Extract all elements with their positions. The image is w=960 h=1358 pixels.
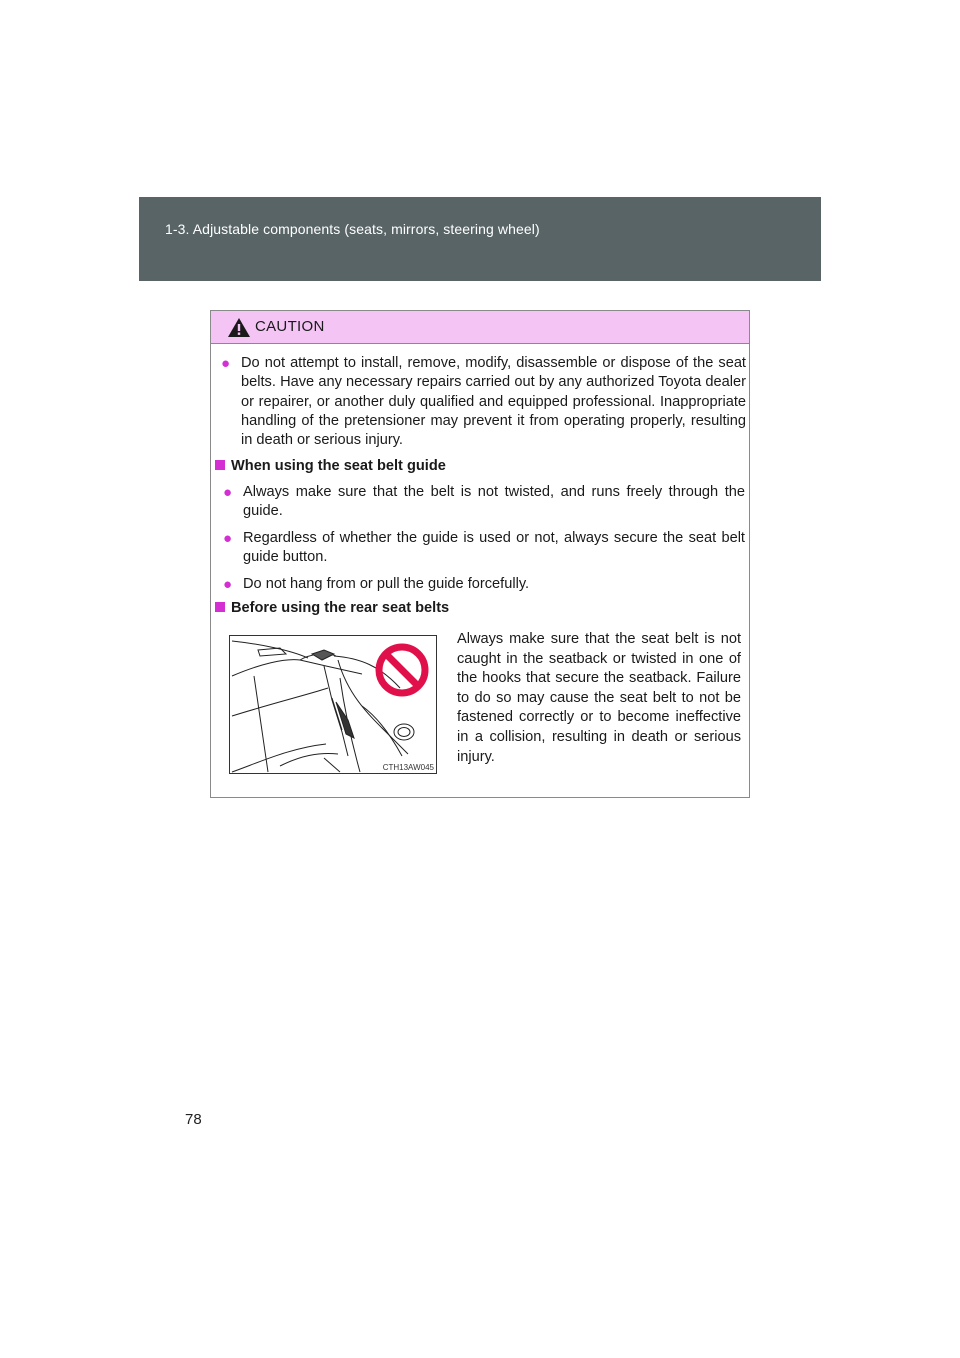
square-bullet-icon — [215, 460, 225, 470]
list-item — [223, 575, 745, 594]
seat-belt-drawing — [230, 636, 436, 773]
list-item-text: Do not hang from or pull the guide forcefully. — [243, 576, 530, 592]
square-bullet-icon — [215, 602, 225, 612]
bullet-icon: ● — [223, 530, 233, 547]
list-item-text: Always make sure that the belt is not twisted, and runs freely through the guide. — [243, 484, 745, 520]
intro-bullet-text: Do not attempt to install, remove, modify, disassemble or dispose of the seat belts. Have any necessary repairs carried out by any authorized Toyota dealer or repairer, or another duly qualified and equipped professional. Inappropriate handling of the pretensioner may prevent it from operating properly, resulting in death or serious injury. — [241, 355, 746, 449]
heading-text: Before using the rear seat belts — [231, 600, 450, 616]
list-item — [223, 483, 745, 522]
figure-code: CTH13AW045 — [382, 763, 434, 772]
section-heading-seat-belt-guide — [215, 458, 446, 474]
rear-seat-belt-illustration — [229, 635, 437, 774]
bullet-icon: ● — [223, 484, 233, 501]
bullet-icon: ● — [223, 576, 233, 593]
bullet-icon: ● — [221, 355, 231, 372]
warning-icon — [227, 317, 251, 338]
heading-text: When using the seat belt guide — [231, 458, 446, 474]
section-heading-rear-seat-belts — [215, 600, 449, 616]
intro-bullet-item — [221, 354, 746, 450]
prohibition-icon — [379, 647, 425, 693]
caution-title: CAUTION — [255, 318, 325, 335]
list-item — [223, 529, 745, 568]
section-title: 1-3. Adjustable components (seats, mirrors, steering wheel) — [165, 221, 540, 237]
rear-seat-belt-warning-text: Always make sure that the seat belt is not caught in the seatback or twisted in one of the hooks that secure the seatback. Failure to do so may cause the seat belt to not be fastened correctly or to become ineffective in a collision, resulting in death or serious injury. — [457, 631, 741, 765]
page-number: 78 — [185, 1111, 202, 1128]
section-header — [139, 197, 821, 281]
list-item-text: Regardless of whether the guide is used or not, always secure the seat belt guide button. — [243, 530, 745, 566]
caution-header — [211, 311, 749, 344]
caution-box — [210, 310, 750, 798]
